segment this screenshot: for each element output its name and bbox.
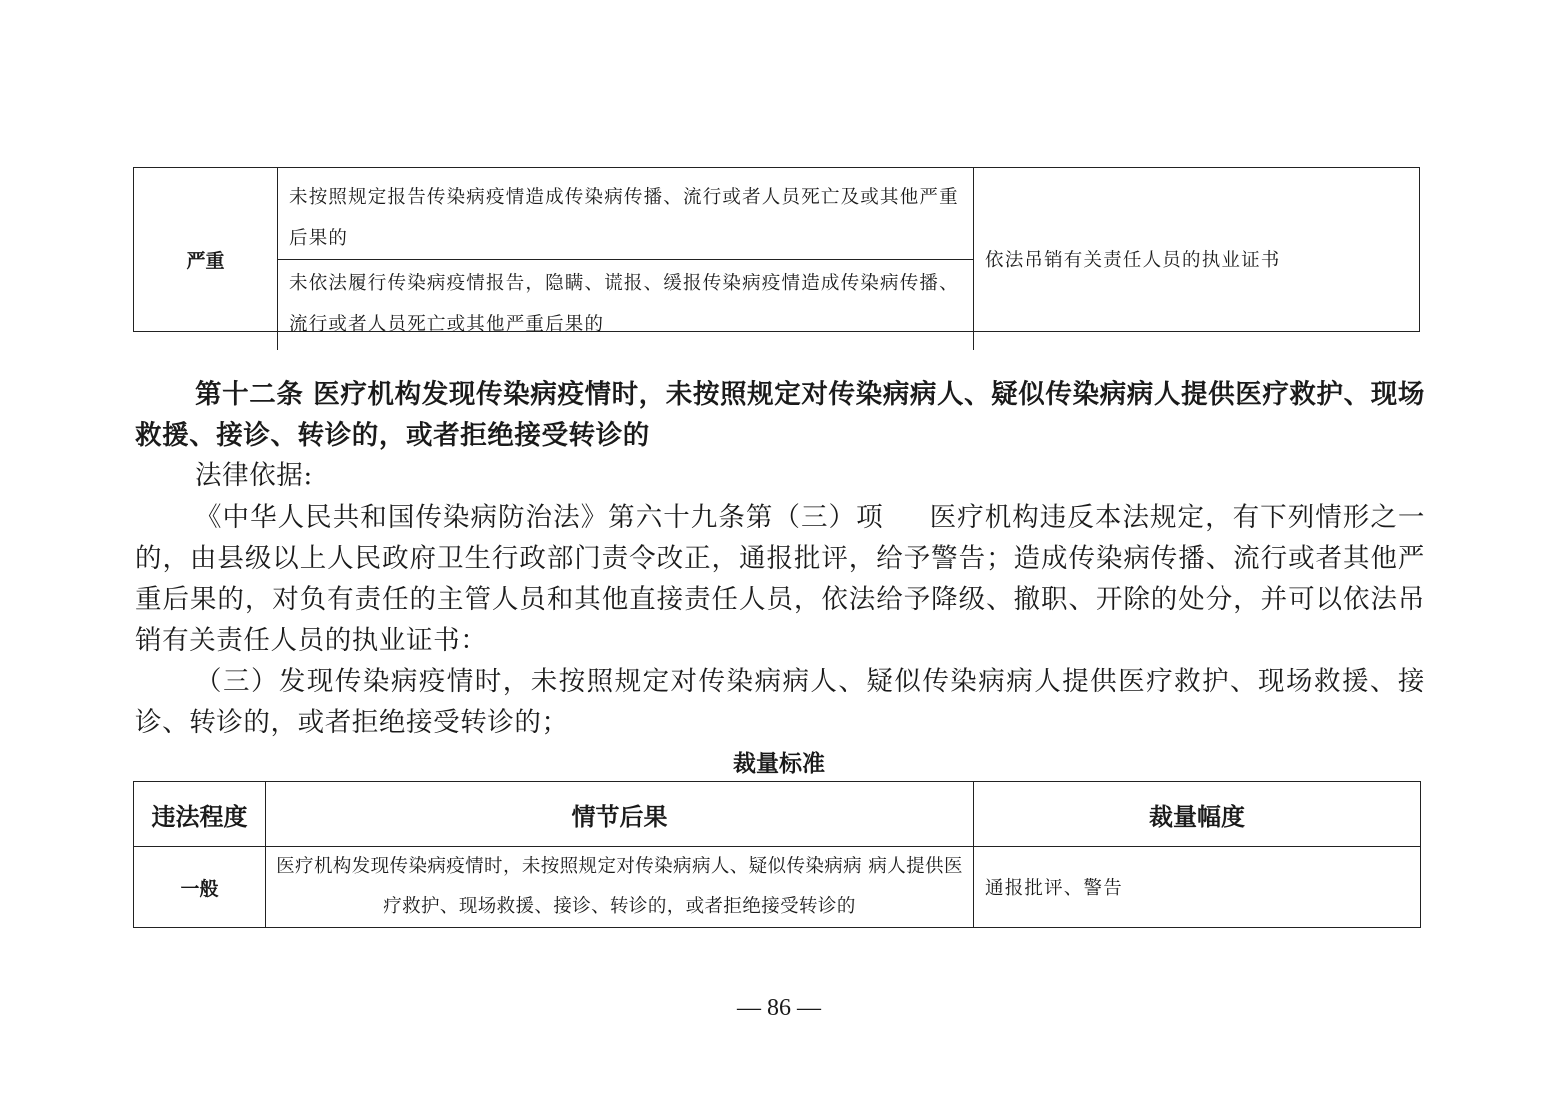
law-item-paragraph: （三）发现传染病疫情时，未按照规定对传染病病人、疑似传染病病人提供医疗救护、现场救援、接诊、转诊的，或者拒绝接受转诊的； [135,666,1425,738]
law-reference: 《中华人民共和国传染病防治法》第六十九条第（三）项 [195,502,884,533]
law-text: 医疗机构违反本法规定，有下列情形之一的，由县级以上人民政府卫生行政部门责令改正，通报批评，给予警告；造成传染病传播、流行或者其他严重后果的，对负有责任的主管人员和其他直接责任人员，依法给予降级、撤职、开除的处分，并可以依法吊销有关责任人员的执业证书： [135,502,1425,656]
table-header-row [134,782,1421,847]
header-discretion-range: 裁量幅度 [974,782,1421,847]
law-paragraph [135,497,1425,661]
header-circumstance: 情节后果 [266,782,974,847]
violation-level-cell: 一般 [134,847,266,928]
circumstance-cell: 未按照规定报告传染病疫情造成传染病传播、流行或者人员死亡及或其他严重后果的 [289,187,959,249]
page-number: — 86 — [737,995,821,1021]
discretion-cell: 通报批评、警告 [974,847,1421,928]
circumstance-column [278,168,974,350]
severe-violation-table [133,167,1420,335]
header-violation-level: 违法程度 [134,782,266,847]
violation-level-cell: 严重 [134,168,278,350]
circumstance-cell: 医疗机构发现传染病疫情时，未按照规定对传染病病人、疑似传染病病 病人提供医疗救护、现场救援、接诊、转诊的，或者拒绝接受转诊的 [266,847,974,928]
table-row [134,847,1421,928]
standard-title: 裁量标准 [733,751,825,777]
circumstance-cell: 未依法履行传染病疫情报告，隐瞒、谎报、缓报传染病疫情造成传染病传播、流行或者人员死亡或其他严重后果的 [278,259,973,350]
legal-basis-label: 法律依据: [195,460,313,491]
discretion-standard-table [133,781,1421,928]
discretion-cell: 依法吊销有关责任人员的执业证书 [985,250,1281,271]
article-title: 第十二条 医疗机构发现传染病疫情时，未按照规定对传染病病人、疑似传染病病人提供医疗救护、现场救援、接诊、转诊的，或者拒绝接受转诊的 [135,379,1425,451]
